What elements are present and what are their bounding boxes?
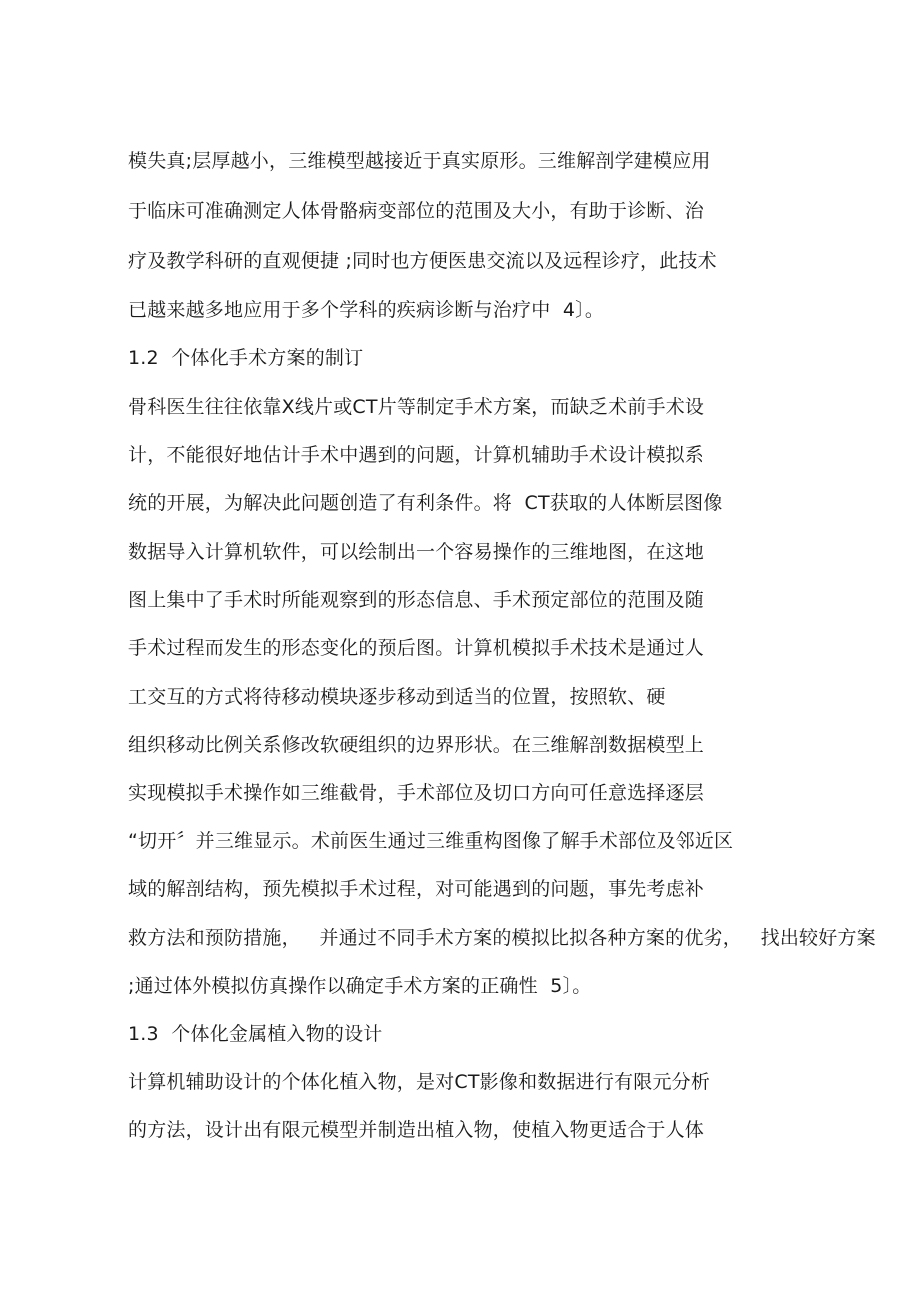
- body-text-line: 工交互的方式将待移动模块逐步移动到适当的位置，按照软、硬: [128, 686, 666, 708]
- body-text-line: 实现模拟手术操作如三维截骨，手术部位及切口方向可任意选择逐层: [128, 782, 705, 804]
- body-text-line: 疗及教学科研的直观便捷 ;同时也方便医患交流以及远程诊疗，此技术: [128, 250, 717, 272]
- body-text-line: 统的开展，为解决此问题创造了有利条件。将 CT获取的人体断层图像: [128, 492, 723, 514]
- body-text-line: 于临床可准确测定人体骨骼病变部位的范围及大小，有助于诊断、治: [128, 200, 705, 222]
- section-heading: 1.3 个体化金属植入物的设计: [128, 1023, 383, 1045]
- body-text-line: 救方法和预防措施， 并通过不同手术方案的模拟比拟各种方案的优劣， 找出较好方案: [128, 927, 876, 949]
- body-text-line: 图上集中了手术时所能观察到的形态信息、手术预定部位的范围及随: [128, 589, 705, 611]
- body-text-line: 已越来越多地应用于多个学科的疾病诊断与治疗中 4〕。: [128, 299, 605, 321]
- body-text-line: 骨科医生往往依靠X线片或CT片等制定手术方案，而缺乏术前手术设: [128, 396, 705, 418]
- body-text-line: ;通过体外模拟仿真操作以确定手术方案的正确性 5〕。: [128, 975, 592, 997]
- body-text-line: 域的解剖结构，预先模拟手术过程，对可能遇到的问题，事先考虑补: [128, 878, 705, 900]
- section-heading: 1.2 个体化手术方案的制订: [128, 347, 364, 369]
- body-text-line: 组织移动比例关系修改软硬组织的边界形状。在三维解剖数据模型上: [128, 734, 705, 756]
- body-text-line: 计算机辅助设计的个体化植入物，是对CT影像和数据进行有限元分析: [128, 1071, 711, 1093]
- body-text-line: 手术过程而发生的形态变化的预后图。计算机模拟手术技术是通过人: [128, 637, 705, 659]
- body-text-line: “切开〞并三维显示。术前医生通过三维重构图像了解手术部位及邻近区: [128, 830, 734, 852]
- body-text-line: 计，不能很好地估计手术中遇到的问题，计算机辅助手术设计模拟系: [128, 444, 705, 466]
- body-text-line: 数据导入计算机软件，可以绘制出一个容易操作的三维地图，在这地: [128, 541, 705, 563]
- body-text-line: 的方法，设计出有限元模型并制造出植入物，使植入物更适合于人体: [128, 1119, 705, 1141]
- body-text-line: 模失真;层厚越小，三维模型越接近于真实原形。三维解剖学建模应用: [128, 150, 711, 172]
